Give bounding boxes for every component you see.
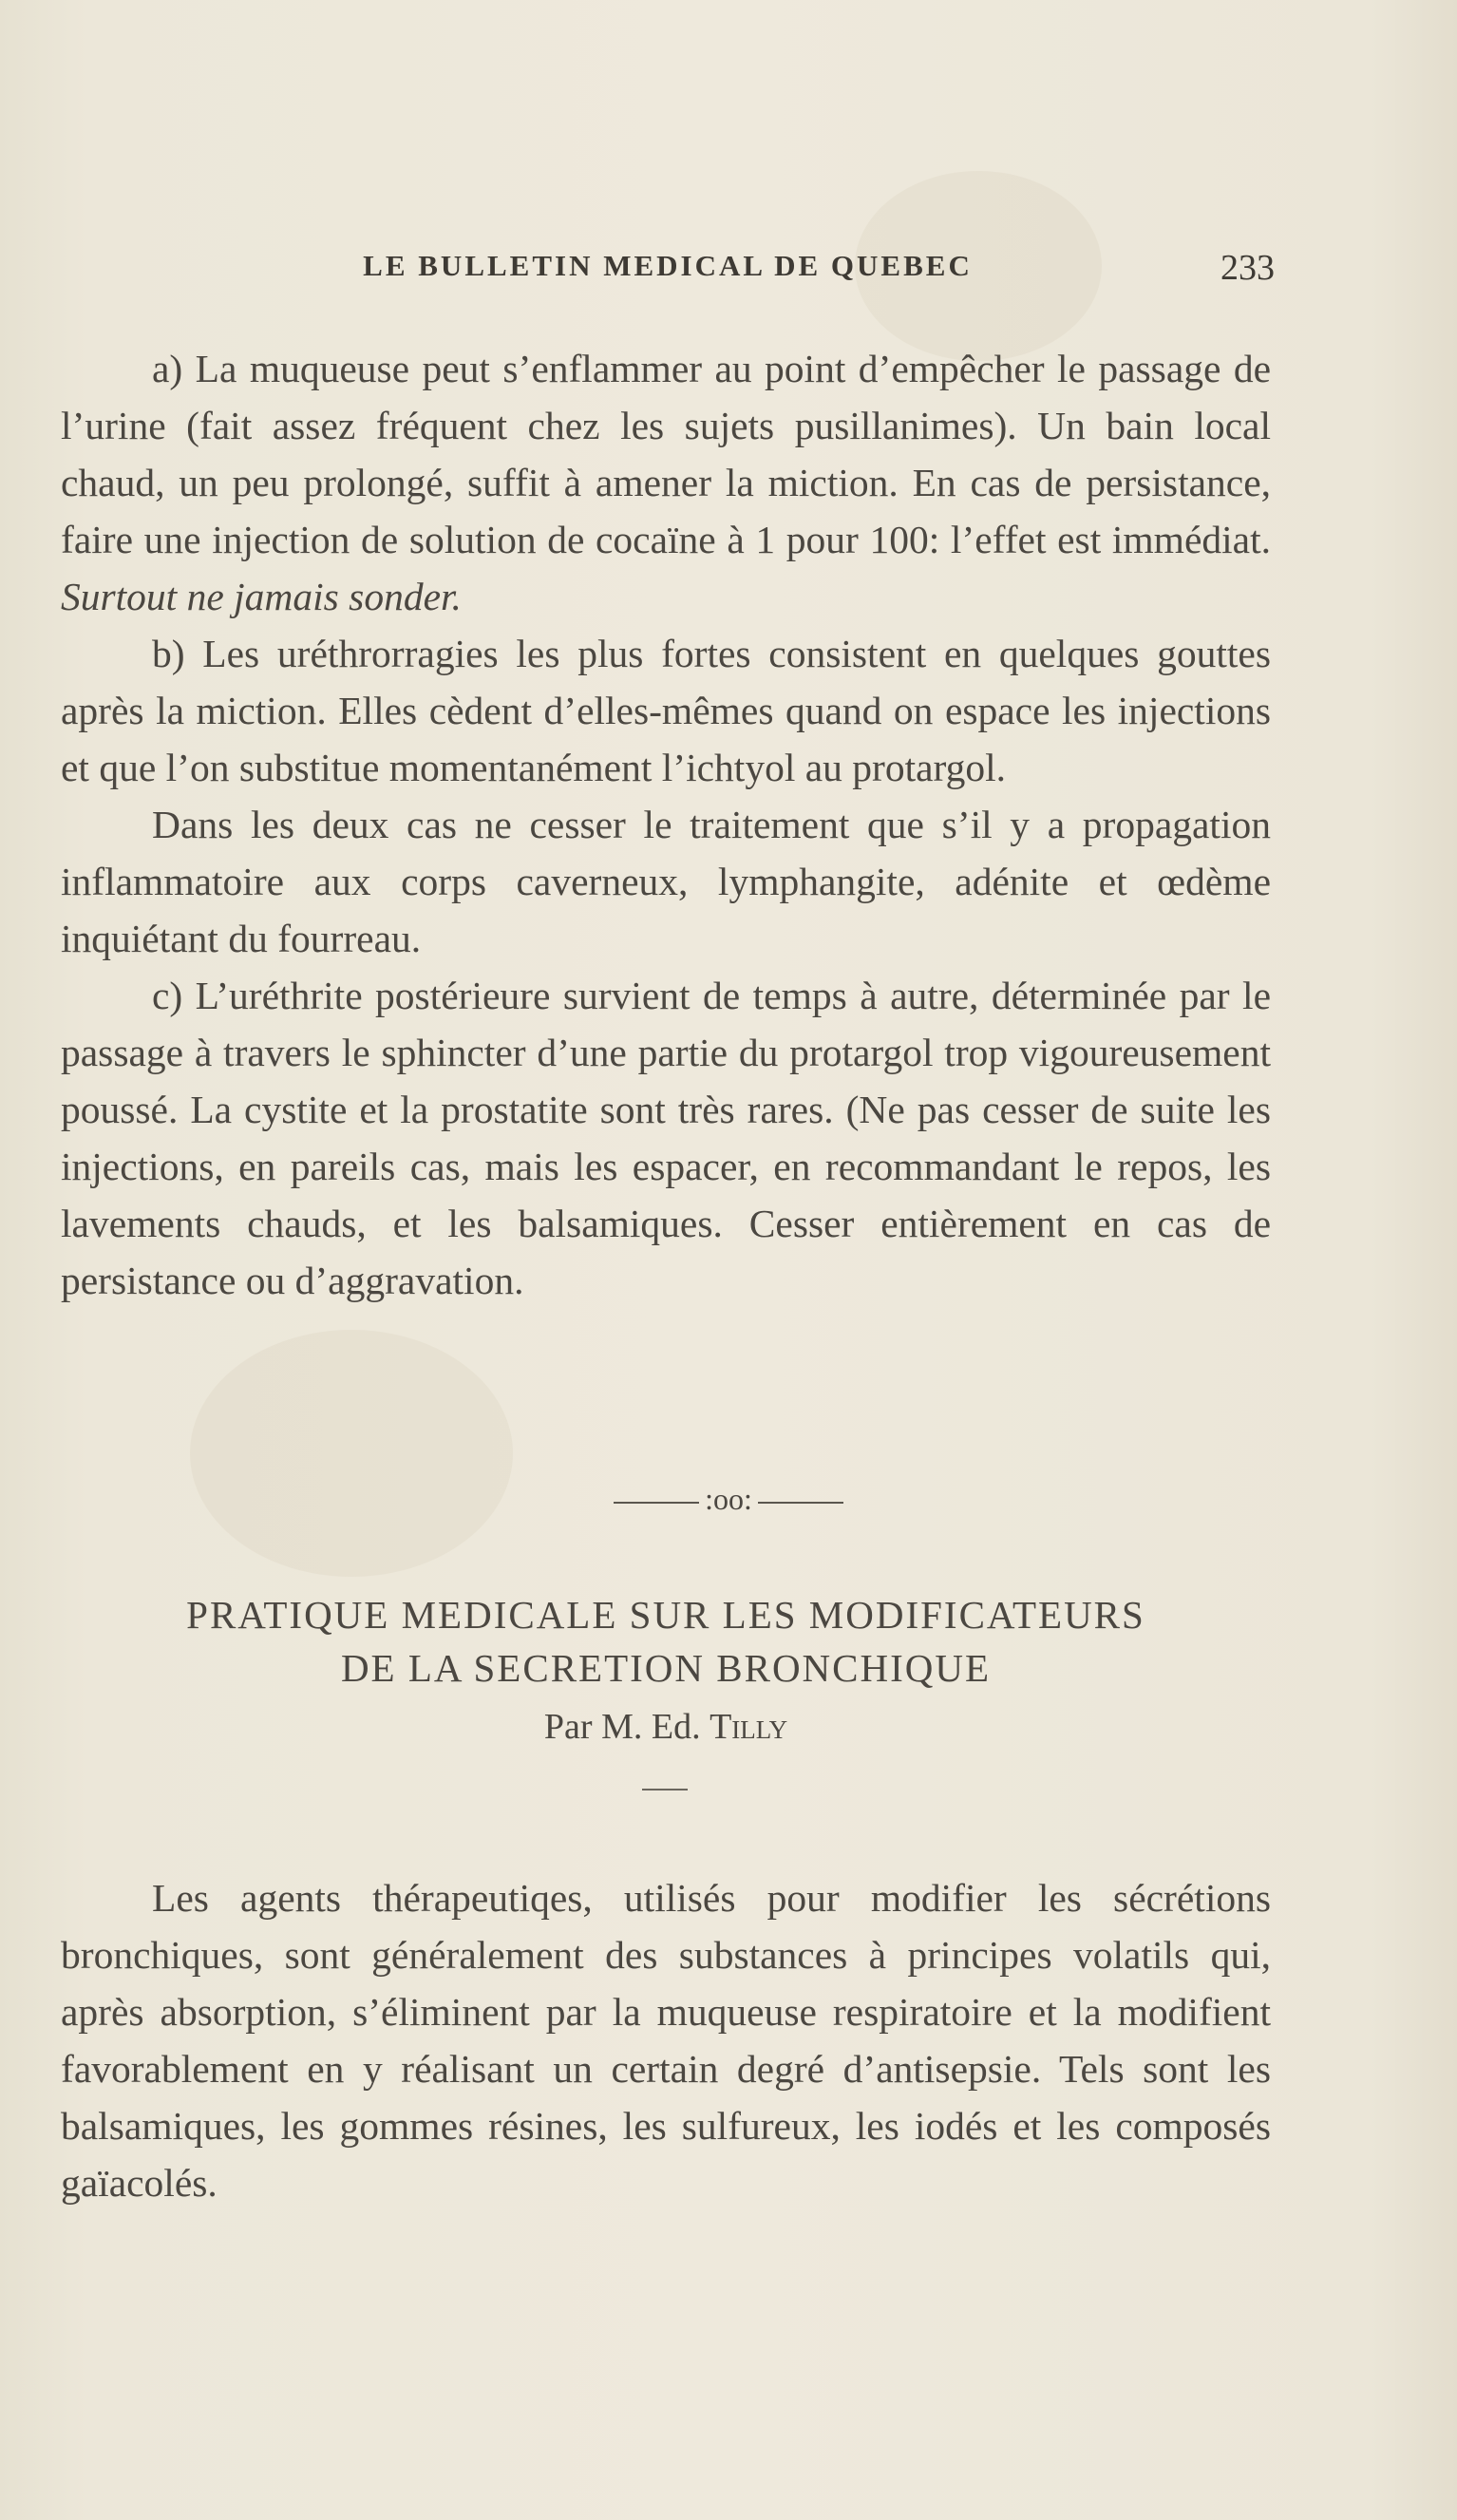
separator-line-right <box>758 1502 843 1504</box>
journal-title: LE BULLETIN MEDICAL DE QUEBEC <box>363 249 973 282</box>
paragraph-c: c) L’uréthrite postérieure survient de temps à autre, déterminée par le passage à travers le sphincter d’une partie du protargol trop vigoureusement poussé. La cystite et la prostatite sont très rares. (Ne pas cesser de suite les injections, en pareils cas, mais les espacer, en recommandant le repos, les lavements chauds, et les balsamiques. Cesser entièrement en cas de persistance ou d’aggravation. <box>61 974 1271 1302</box>
paragraph-a-emphasis: Surtout ne jamais sonder. <box>61 575 462 618</box>
page-number: 233 <box>1220 248 1275 288</box>
separator-mark: :oo: <box>705 1482 752 1516</box>
article-paragraph: Les agents thérapeutiqes, utilisés pour modifier les sécrétions bronchiques, sont généralement des substances à principes volatils qui, après absorption, s’éliminent par la muqueuse respiratoire et la modifient favorablement en y réalisant un certain degré d’antisepsie. Tels sont les balsamiques, les gommes résines, les sulfureux, les iodés et les composés gaïacolés. <box>61 1876 1271 2205</box>
article-byline <box>61 1706 1271 1748</box>
paragraph-b: b) Les uréthrorragies les plus fortes consistent en quelques gouttes après la miction. Elles cèdent d’elles-mêmes quand on espace les injections et que l’on substitue momentanément l’ichtyol au protargol. <box>61 632 1271 789</box>
section-separator <box>0 1482 1457 1517</box>
author-name: Tilly <box>710 1707 788 1747</box>
paragraph-a <box>61 340 1271 625</box>
paragraph-both-cases: Dans les deux cas ne cesser le traitement que s’il y a propagation inflammatoire aux corps caverneux, lymphangite, adénite et œdème inquiétant du fourreau. <box>61 803 1271 960</box>
continued-text <box>61 340 1271 1309</box>
paper-stain <box>190 1330 513 1577</box>
paragraph-a-text: a) La muqueuse peut s’enflammer au point d’empêcher le passage de l’urine (fait assez fréquent chez les sujets pusillanimes). Un bain local chaud, un peu prolongé, suffit à amener la miction. En cas de persistance, faire une injection de solution de cocaïne à 1 pour 100: l’effet est immédiat. <box>61 347 1271 561</box>
byline-prefix: Par M. Ed. <box>543 1707 710 1747</box>
article-title <box>61 1588 1271 1695</box>
article-body <box>61 1869 1271 2211</box>
separator-line-left <box>614 1502 699 1504</box>
running-head <box>61 249 1275 296</box>
article-title-line-1: PRATIQUE MEDICALE SUR LES MODIFICATEURS <box>186 1593 1145 1637</box>
article-title-line-2: DE LA SECRETION BRONCHIQUE <box>340 1646 992 1690</box>
title-rule <box>642 1789 688 1791</box>
